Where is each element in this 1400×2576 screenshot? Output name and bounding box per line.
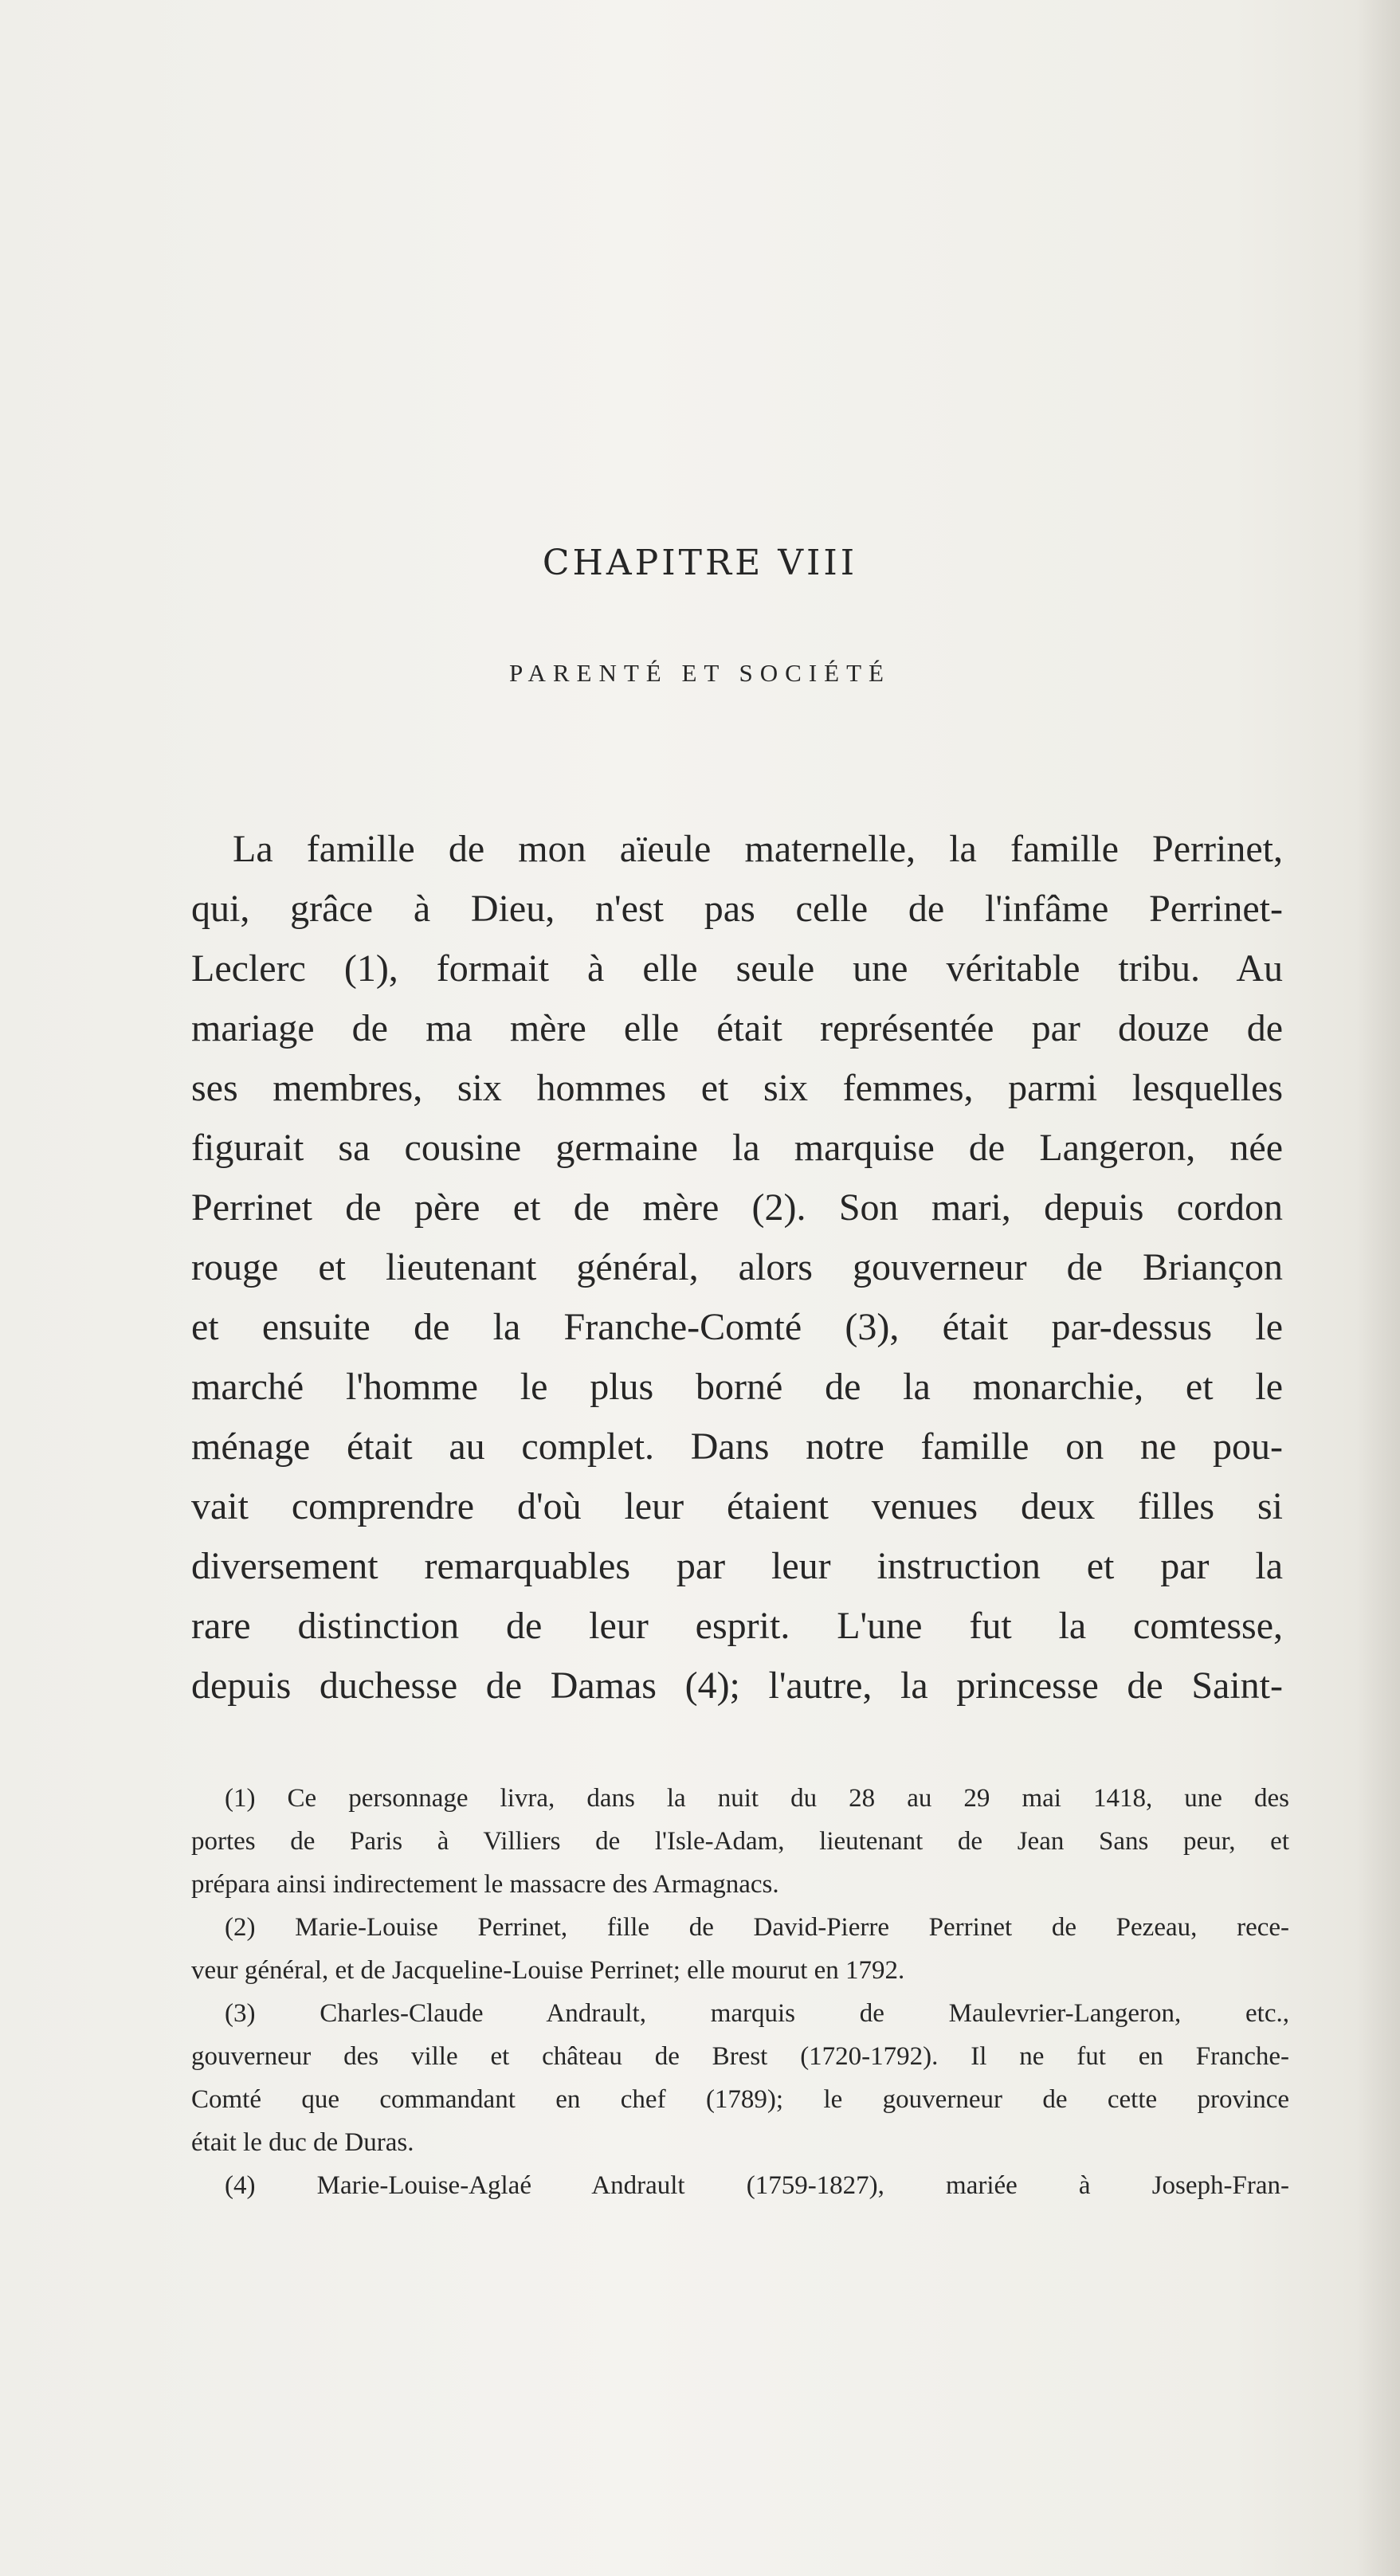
footnote-line: (1) Ce personnage livra, dans la nuit du 28 au 29 mai 1418, une des (225, 1784, 1289, 1813)
body-line: ses membres, six hommes et six femmes, parmi lesquelles (191, 1067, 1283, 1109)
footnote-line: (4) Marie-Louise-Aglaé Andrault (1759-1827), mariée à Joseph-Fran- (225, 2171, 1289, 2200)
footnote-line: gouverneur des ville et château de Brest (1720-1792). Il ne fut en Franche- (191, 2042, 1289, 2071)
body-line: rouge et lieutenant général, alors gouverneur de Briançon (191, 1246, 1283, 1288)
chapter-title: CHAPITRE VIII (542, 543, 858, 583)
body-line: figurait sa cousine germaine la marquise de Langeron, née (191, 1127, 1283, 1169)
body-line: rare distinction de leur esprit. L'une fut la comtesse, (191, 1605, 1283, 1647)
body-line: marché l'homme le plus borné de la monarchie, et le (191, 1366, 1283, 1408)
footnotes (191, 1777, 1289, 2207)
page-edge-shadow (1356, 0, 1400, 2576)
footnote-line: (2) Marie-Louise Perrinet, fille de David-Pierre Perrinet de Pezeau, rece- (225, 1913, 1289, 1942)
body-line: et ensuite de la Franche-Comté (3), était par-dessus le (191, 1306, 1283, 1348)
body-line: qui, grâce à Dieu, n'est pas celle de l'infâme Perrinet- (191, 888, 1283, 930)
body-line: ménage était au complet. Dans notre famille on ne pou- (191, 1425, 1283, 1468)
body-text (191, 819, 1283, 1715)
footnote-line: était le duc de Duras. (191, 2128, 414, 2157)
body-line: Leclerc (1), formait à elle seule une véritable tribu. Au (191, 947, 1283, 990)
body-line: mariage de ma mère elle était représentée par douze de (191, 1007, 1283, 1049)
footnote-line: prépara ainsi indirectement le massacre des Armagnacs. (191, 1870, 779, 1899)
chapter-subtitle: PARENTÉ ET SOCIÉTÉ (509, 659, 891, 687)
footnote-line: Comté que commandant en chef (1789); le gouverneur de cette province (191, 2085, 1289, 2114)
body-line: diversement remarquables par leur instruction et par la (191, 1545, 1283, 1587)
body-line: depuis duchesse de Damas (4); l'autre, la princesse de Saint- (191, 1664, 1283, 1707)
footnote-line: (3) Charles-Claude Andrault, marquis de Maulevrier-Langeron, etc., (225, 1999, 1289, 2028)
body-line: vait comprendre d'où leur étaient venues deux filles si (191, 1485, 1283, 1527)
body-line: Perrinet de père et de mère (2). Son mari, depuis cordon (191, 1186, 1283, 1229)
footnote-line: portes de Paris à Villiers de l'Isle-Adam, lieutenant de Jean Sans peur, et (191, 1827, 1289, 1856)
footnote-line: veur général, et de Jacqueline-Louise Perrinet; elle mourut en 1792. (191, 1956, 905, 1985)
body-line: La famille de mon aïeule maternelle, la famille Perrinet, (233, 828, 1283, 870)
